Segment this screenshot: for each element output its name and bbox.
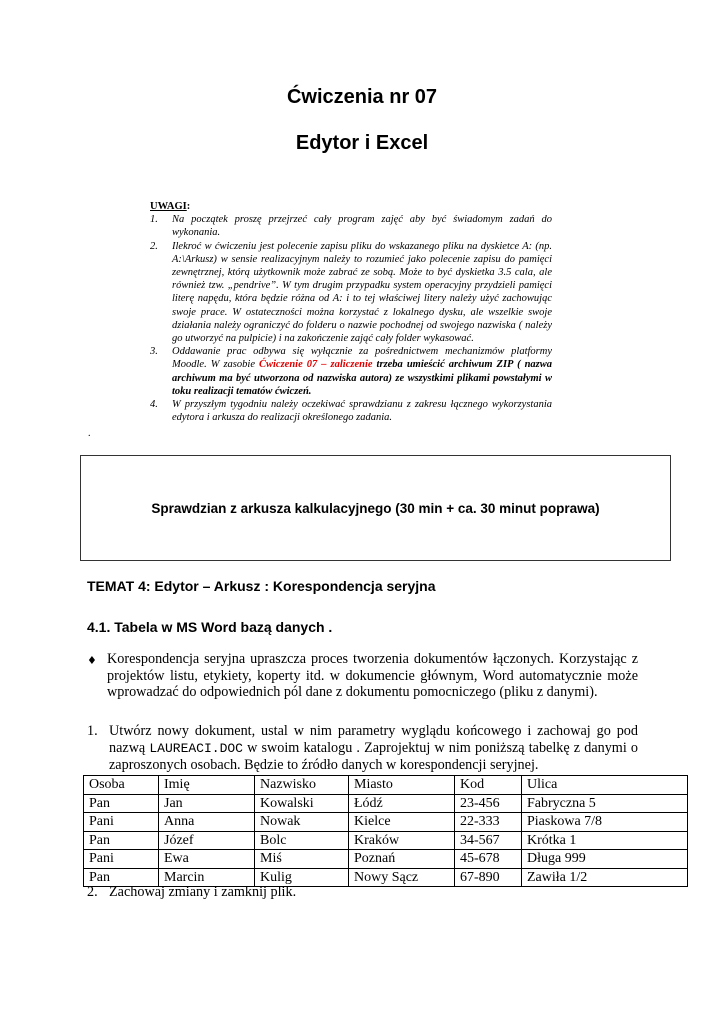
test-info-box	[80, 455, 671, 561]
table-row: Pani Ewa Miś Poznań 45-678 Długa 999	[84, 850, 688, 869]
section-heading: 4.1. Tabela w MS Word bazą danych .	[87, 619, 333, 635]
stray-dot: .	[88, 428, 91, 439]
table-row: Pan Jan Kowalski Łódź 23-456 Fabryczna 5	[84, 794, 688, 813]
table-row: Pan Marcin Kulig Nowy Sącz 67-890 Zawiła 1/2	[84, 868, 688, 887]
filename: LAUREACI.DOC	[149, 740, 243, 756]
step-2: 2. Zachowaj zmiany i zamknij plik.	[87, 884, 297, 900]
data-table	[83, 775, 688, 887]
note-item: 4. W przyszłym tygodniu należy oczekiwać sprawdzianu z zakresu łącznego wykorzystania edytora i arkusza do realizacji określonego zadania.	[150, 399, 552, 424]
bullet-paragraph: ♦ Korespondencja seryjna upraszcza proces tworzenia dokumentów łączonych. Korzystając z projektów listu, etykiety, koperty itd. w dokumencie głównym, Word automatycznie może wprowadzać do odpowiednich pól dane z dokumentu pomocniczego (pliku z danymi).	[87, 651, 638, 701]
note-item: 1. Na początek proszę przejrzeć cały program zajęć aby być świadomym zadań do wykonania.	[150, 214, 552, 239]
page-title: Ćwiczenia nr 07	[286, 86, 438, 108]
step-1: 1. Utwórz nowy dokument, ustal w nim parametry wyglądu końcowego i zachowaj go pod nazwą LAUREACI.DOC w swoim katalogu . Zaprojektuj w nim poniższą tabelkę z danymi o zaproszonych osobach. Będzie to źródło danych w korespondencji seryjnej.	[87, 723, 638, 774]
table-row: Pani Anna Nowak Kielce 22-333 Piaskowa 7/8	[84, 813, 688, 832]
test-info-text: Sprawdzian z arkusza kalkulacyjnego (30 min + ca. 30 minut poprawa)	[151, 500, 600, 516]
table-row: Pan Józef Bolc Kraków 34-567 Krótka 1	[84, 831, 688, 850]
diamond-bullet-icon: ♦	[87, 654, 97, 667]
table-header-row: Osoba Imię Nazwisko Miasto Kod Ulica	[84, 776, 688, 795]
step-2-number: 2.	[87, 884, 98, 900]
note-item: 2. Ilekroć w ćwiczeniu jest polecenie zapisu pliku do wskazanego pliku na dyskietce A: (np. A:\Arkusz) w sensie realizacyjnym należy to rozumieć jako polecenie zapisu do pamięci zewnętrznej, którą użytkownik może zabrać ze sobą. Może to być dyskietka 3.5 cala, ale również tzw. „pendrive”. W tym drugim przypadku system operacyjny przydzieli pamięci literę napędu, która będzie różna od A: i to tej właściwej litery należy użyć zachowując swoje prace. W ostateczności można korzystać z lokalnego dysku, ale wszelkie swoje działania należy ograniczyć do folderu o nazwie pochodnej od swojego nazwiska ( należy go utworzyć na pulpicie) i na zakończenie zająć cały folder wykasować.	[150, 240, 552, 345]
note-item: 3. Oddawanie prac odbywa się wyłącznie za pośrednictwem mechanizmów platformy Moodle. W zasobie Ćwiczenie 07 – zaliczenie trzeba umieścić archiwum ZIP ( nazwa archiwum ma być utworzona od nazwiska autora) ze wszystkimi plikami powstałymi w toku realizacji tematów ćwiczeń.	[150, 346, 553, 397]
page-subtitle: Edytor i Excel	[295, 132, 429, 154]
notes-section	[150, 200, 552, 424]
topic-heading: TEMAT 4: Edytor – Arkusz : Korespondencja seryjna	[87, 578, 436, 594]
moodle-resource-name: Ćwiczenie 07 – zaliczenie	[259, 359, 373, 371]
step-1-number: 1.	[87, 723, 98, 739]
notes-list	[150, 213, 552, 424]
notes-heading: UWAGI:	[150, 201, 191, 212]
